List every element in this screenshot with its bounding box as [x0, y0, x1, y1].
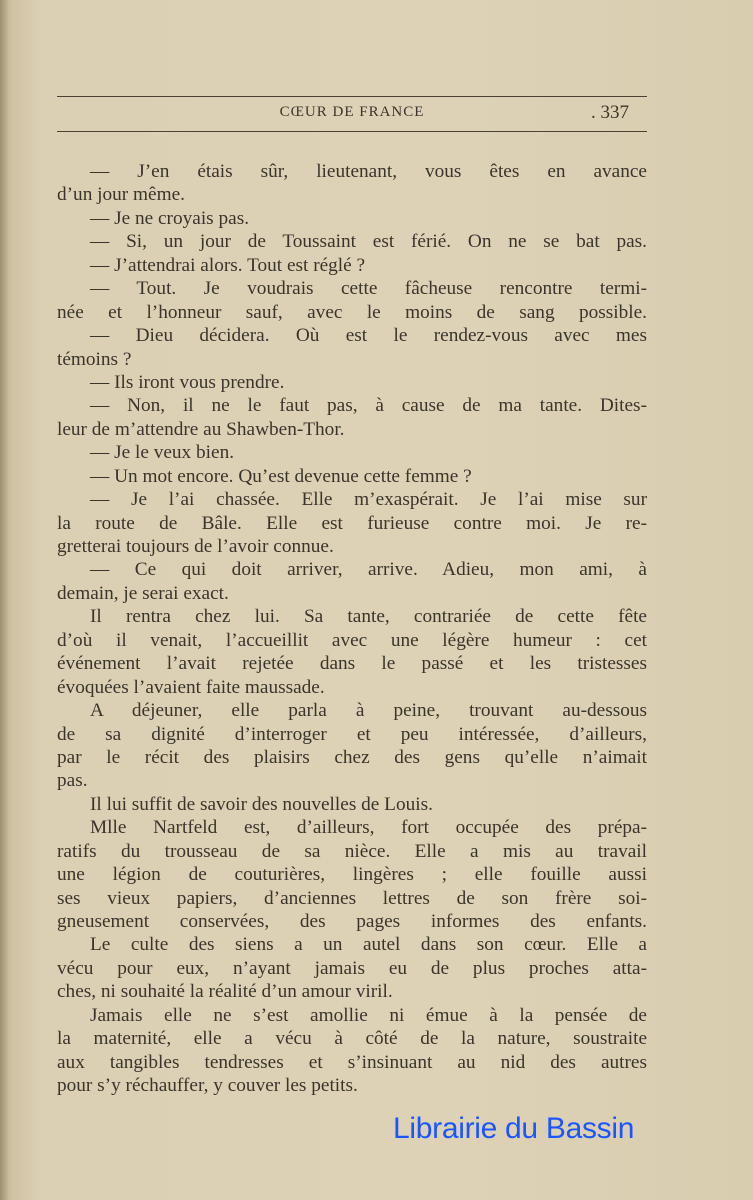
text-line: — Ils iront vous prendre. [90, 371, 285, 393]
text-line: vécu pour eux, n’ayant jamais eu de plus proches atta- [57, 957, 647, 979]
text-line: — Je le veux bien. [90, 442, 235, 464]
text-line: d’un jour même. [57, 184, 185, 206]
page-body-text [57, 160, 647, 1098]
watermark: Librairie du Bassin [393, 1112, 635, 1145]
text-line: d’où il venait, l’accueillit avec une légère humeur : cet [57, 629, 647, 651]
text-line: — Un mot encore. Qu’est devenue cette femme ? [90, 465, 472, 487]
text-line: Le culte des siens a un autel dans son cœur. Elle a [90, 934, 647, 956]
text-line: Jamais elle ne s’est amollie ni émue à la pensée de [90, 1004, 647, 1026]
page-edge [0, 0, 8, 1200]
text-line: évoquées l’avaient faite maussade. [57, 676, 325, 698]
text-line: — J’attendrai alors. Tout est réglé ? [90, 254, 366, 276]
text-line: par le récit des plaisirs chez des gens qu’elle n’aimait [57, 746, 647, 768]
text-line: — Tout. Je voudrais cette fâcheuse rencontre termi- [90, 278, 647, 300]
text-line: la route de Bâle. Elle est furieuse contre moi. Je re- [57, 512, 647, 534]
text-line: événement l’avait rejetée dans le passé et les tristesses [57, 653, 647, 675]
text-line: Mlle Nartfeld est, d’ailleurs, fort occupée des prépa- [90, 817, 647, 839]
text-line: pas. [57, 770, 88, 792]
running-header [57, 104, 647, 124]
text-line: pour s’y réchauffer, y couver les petits. [57, 1075, 358, 1097]
header-top-rule [57, 96, 647, 97]
text-line: gretterai toujours de l’avoir connue. [57, 536, 334, 557]
text-line: ratifs du trousseau de sa nièce. Elle a mis au travail [57, 840, 647, 862]
text-line: A déjeuner, elle parla à peine, trouvant au-dessous [90, 700, 647, 722]
text-line: de sa dignité d’interroger et peu intéressée, d’ailleurs, [57, 723, 647, 745]
header-bottom-rule [57, 131, 647, 132]
text-line: — Ce qui doit arriver, arrive. Adieu, mon ami, à [90, 559, 647, 581]
running-title: CŒUR DE FRANCE [279, 104, 425, 120]
text-line: — Non, il ne le faut pas, à cause de ma tante. Dites- [90, 395, 647, 417]
text-line: demain, je serai exact. [57, 582, 229, 604]
text-line: Il rentra chez lui. Sa tante, contrariée de cette fête [90, 606, 647, 628]
text-line: aux tangibles tendresses et s’insinuant au nid des autres [57, 1051, 647, 1073]
text-line: Il lui suffit de savoir des nouvelles de Louis. [90, 793, 433, 815]
page-number: . 337 [591, 102, 629, 123]
text-line: gneusement conservées, des pages informes des enfants. [57, 911, 647, 932]
text-line: la maternité, elle a vécu à côté de la nature, soustraite [57, 1028, 647, 1050]
text-line: née et l’honneur sauf, avec le moins de sang possible. [57, 301, 647, 323]
text-line: — Je l’ai chassée. Elle m’exaspérait. Je l’ai mise sur [90, 489, 647, 511]
text-line: ches, ni souhaité la réalité d’un amour viril. [57, 981, 393, 1003]
text-line: — J’en étais sûr, lieutenant, vous êtes en avance [90, 161, 647, 182]
text-line: ses vieux papiers, d’anciennes lettres de son frère soi- [57, 887, 647, 909]
text-line: — Si, un jour de Toussaint est férié. On ne se bat pas. [90, 231, 647, 253]
text-line: une légion de couturières, lingères ; elle fouille aussi [57, 864, 647, 886]
text-line: témoins ? [57, 348, 132, 370]
text-line: — Dieu décidera. Où est le rendez-vous avec mes [90, 325, 647, 347]
text-line: leur de m’attendre au Shawben-Thor. [57, 418, 345, 440]
text-line: — Je ne croyais pas. [90, 207, 250, 229]
